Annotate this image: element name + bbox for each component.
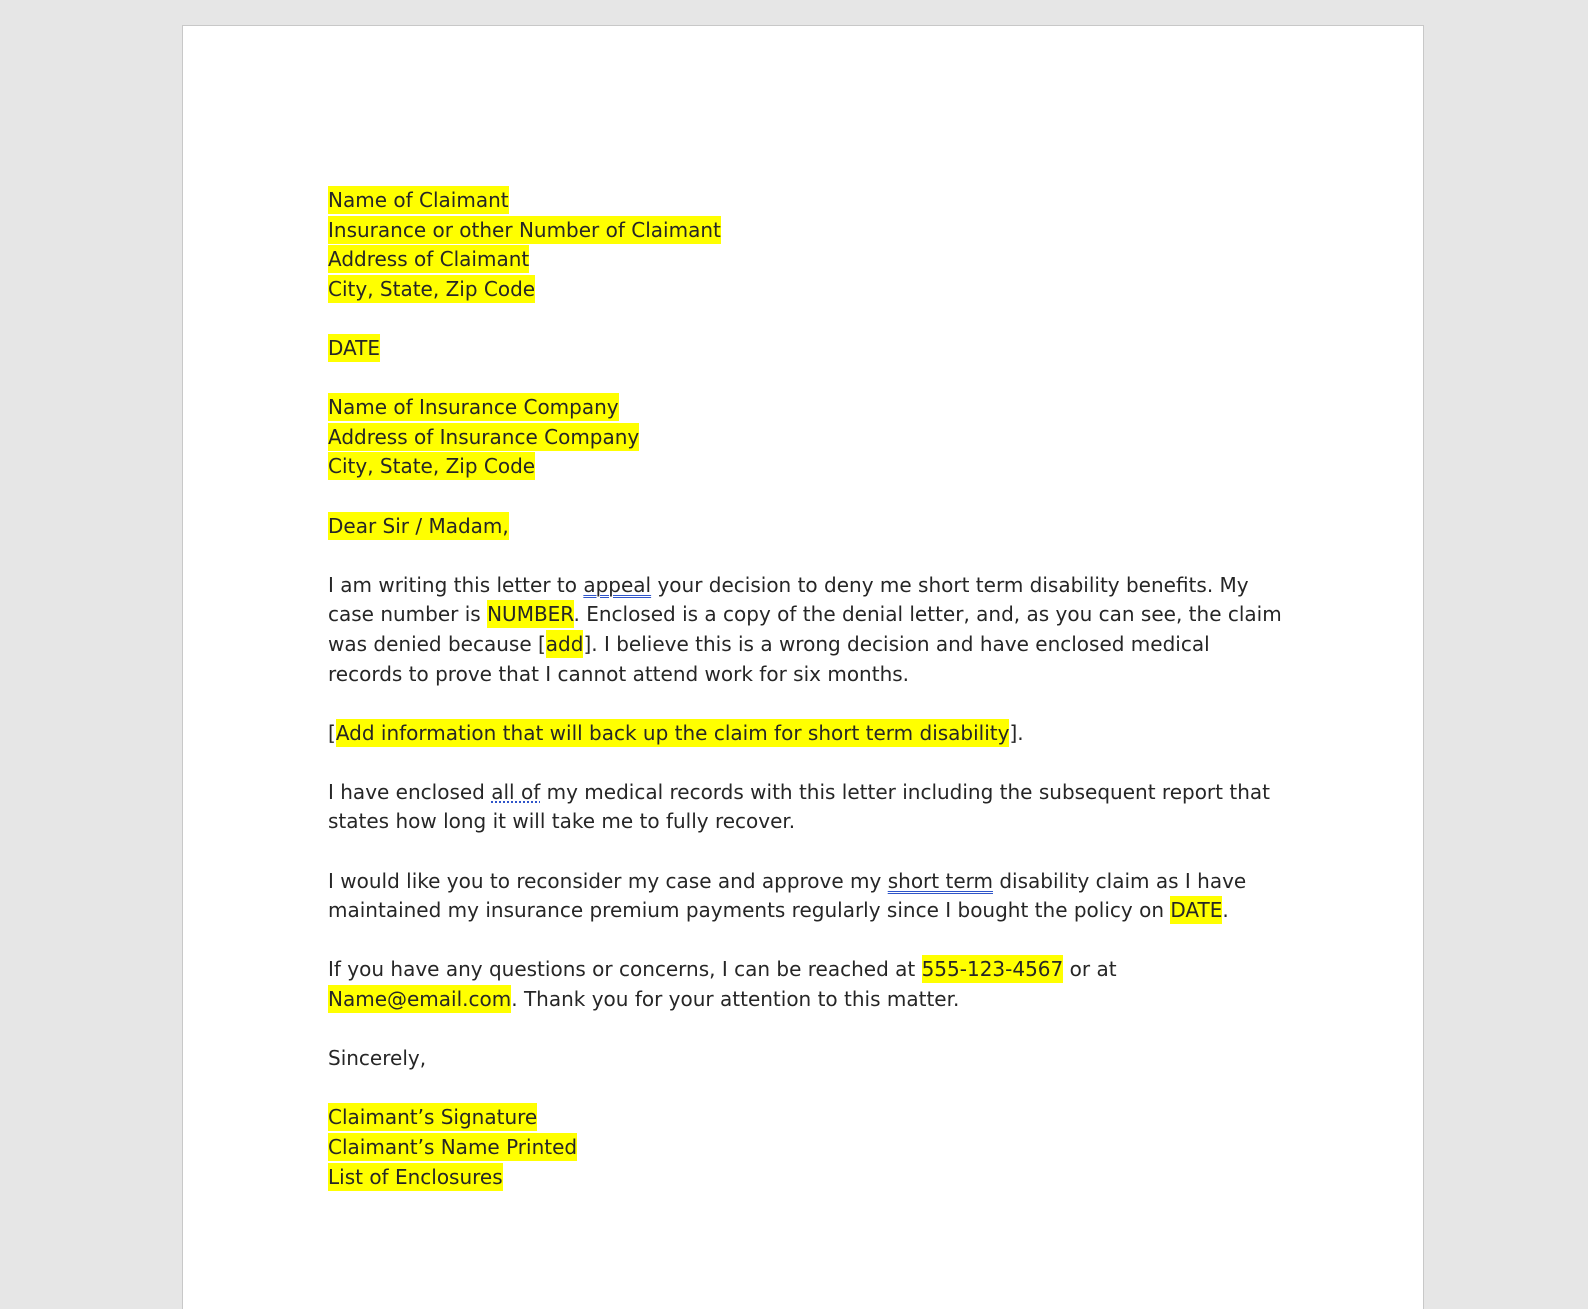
- email-placeholder: Name@email.com: [328, 987, 512, 1012]
- paragraph-contact: [328, 955, 1288, 1014]
- p1-text-2: your decision to deny me short term disability benefits. My case number is: [328, 572, 1249, 627]
- denial-reason-placeholder: add: [545, 631, 584, 656]
- claimant-city: City, State, Zip Code: [328, 276, 536, 301]
- letter-date: DATE: [328, 335, 381, 360]
- p5-text-2: or at: [1063, 957, 1117, 982]
- phone-placeholder: 555-123-4567: [921, 957, 1064, 982]
- p5-text-3: . Thank you for your attention to this matter.: [511, 987, 960, 1012]
- enclosures-line: [328, 1163, 1288, 1193]
- add-info-placeholder: Add information that will back up the claim for short term disability: [335, 720, 1010, 745]
- claimant-address: Address of Claimant: [328, 247, 530, 272]
- policy-date-placeholder: DATE: [1170, 898, 1223, 923]
- printed-name-placeholder: Claimant’s Name Printed: [328, 1135, 578, 1159]
- insurer-address: Address of Insurance Company: [328, 424, 640, 449]
- insurer-city-line: [328, 452, 1288, 482]
- printed-name-line: [328, 1133, 1288, 1163]
- closing: Sincerely,: [328, 1046, 427, 1071]
- paragraph-appeal: [328, 571, 1288, 689]
- p3-text-2: my medical records with this letter including the subsequent report that states how long it will take me to fully recover.: [328, 779, 1270, 834]
- salutation-line: [328, 512, 1288, 542]
- p1-text-1: I am writing this letter to: [328, 572, 584, 597]
- claimant-city-line: [328, 275, 1288, 305]
- enclosures-placeholder: List of Enclosures: [328, 1164, 503, 1189]
- p2-open-bracket: [: [328, 720, 336, 745]
- claimant-name: Name of Claimant: [328, 188, 509, 212]
- signature-placeholder: Claimant’s Signature: [328, 1105, 538, 1130]
- paragraph-reconsider: [328, 867, 1288, 926]
- p2-close-bracket: ].: [1009, 720, 1024, 745]
- claimant-number-line: [328, 216, 1288, 246]
- p4-text-2: disability claim as I have maintained my insurance premium payments regularly since I bought the policy on: [328, 868, 1247, 923]
- insurer-name: Name of Insurance Company: [328, 395, 619, 420]
- p1-text-4: ]. I believe this is a wrong decision and have enclosed medical records to prove that I cannot attend work for six months.: [328, 631, 1210, 686]
- claimant-name-line: [328, 186, 1288, 216]
- p4-text-3: .: [1222, 898, 1229, 923]
- paragraph-add-info: [328, 719, 1288, 749]
- letter-body[interactable]: [328, 186, 1288, 1192]
- insurer-name-line: [328, 393, 1288, 423]
- p4-text-1: I would like you to reconsider my case and approve my: [328, 868, 888, 893]
- p5-text-1: If you have any questions or concerns, I can be reached at: [328, 957, 922, 982]
- p3-text-1: I have enclosed: [328, 779, 492, 804]
- closing-line: [328, 1044, 1288, 1074]
- grammar-flag-appeal[interactable]: appeal: [583, 572, 652, 597]
- insurer-address-line: [328, 423, 1288, 453]
- paragraph-enclosed-records: [328, 778, 1288, 837]
- letter-date-line: [328, 334, 1288, 364]
- grammar-flag-short-term[interactable]: short term: [887, 868, 993, 893]
- signature-line: [328, 1103, 1288, 1133]
- style-flag-all-of[interactable]: all of: [491, 779, 541, 804]
- case-number-placeholder: NUMBER: [487, 602, 574, 627]
- claimant-number: Insurance or other Number of Claimant: [328, 217, 721, 242]
- p1-text-3: . Enclosed is a copy of the denial letter, and, as you can see, the claim was denied because [: [328, 602, 1282, 656]
- claimant-address-line: [328, 245, 1288, 275]
- document-page: [182, 25, 1424, 1309]
- insurer-city: City, State, Zip Code: [328, 454, 536, 479]
- salutation: Dear Sir / Madam,: [328, 513, 509, 538]
